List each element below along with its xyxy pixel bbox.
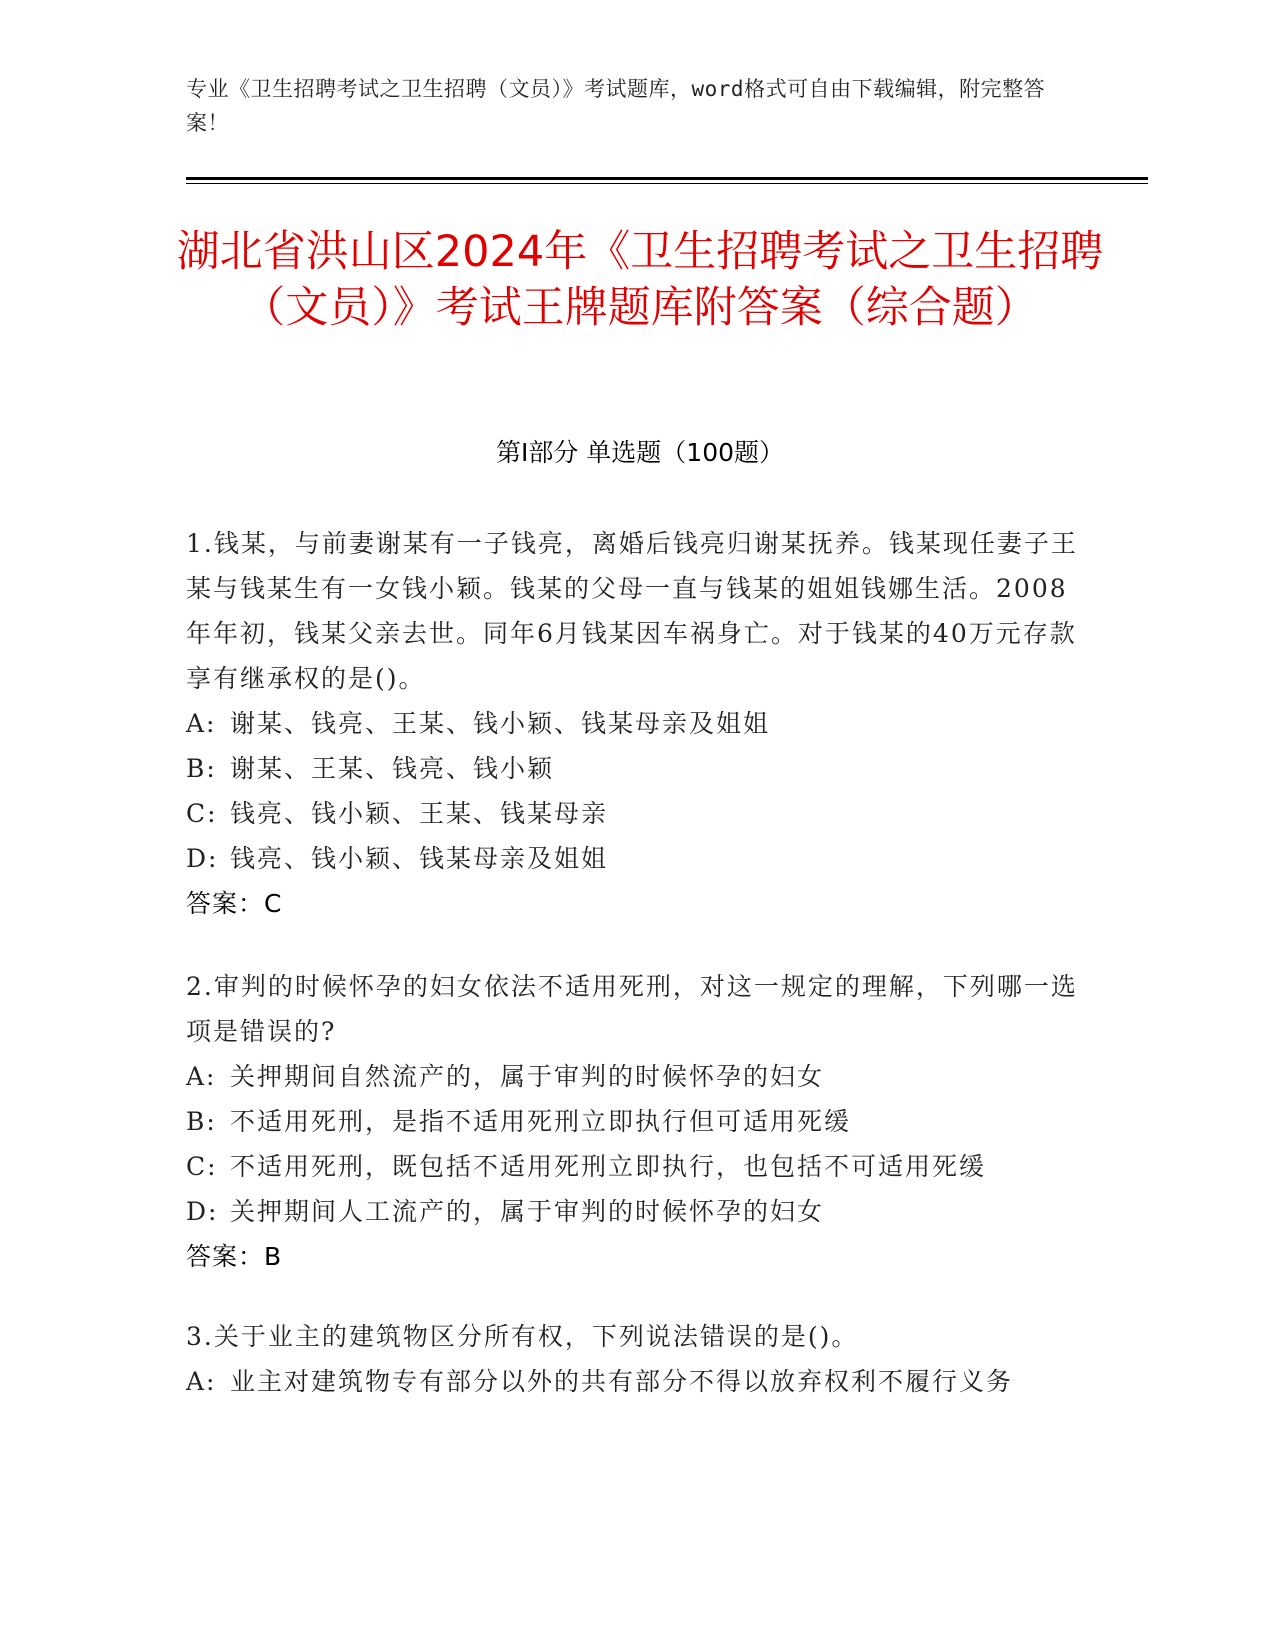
- option-key: C:: [186, 799, 218, 828]
- question-stem: 3.关于业主的建筑物区分所有权，下列说法错误的是()。: [186, 1322, 859, 1351]
- option-a: [186, 1054, 1086, 1099]
- option-text: 不适用死刑，是指不适用死刑立即执行但可适用死缓: [230, 1107, 852, 1136]
- question-stem: 2.审判的时候怀孕的妇女依法不适用死刑，对这一规定的理解，下列哪一选项是错误的?: [186, 972, 1078, 1046]
- option-key: D:: [186, 1197, 219, 1226]
- option-key: A:: [186, 1062, 217, 1091]
- option-text: 业主对建筑物专有部分以外的共有部分不得以放弃权利不履行义务: [230, 1367, 1014, 1396]
- option-c: [186, 1144, 1086, 1189]
- option-a: [186, 1359, 1086, 1404]
- option-d: [186, 1189, 1086, 1234]
- option-text: 关押期间人工流产的，属于审判的时候怀孕的妇女: [230, 1197, 825, 1226]
- option-key: B:: [186, 1107, 217, 1136]
- option-text: 钱亮、钱小颖、王某、钱某母亲: [230, 799, 609, 828]
- header-note: 专业《卫生招聘考试之卫生招聘（文员）》考试题库，word格式可自由下载编辑，附完整答案！: [186, 77, 1046, 135]
- option-key: C:: [186, 1152, 218, 1181]
- question-stem: 1.钱某，与前妻谢某有一子钱亮，离婚后钱亮归谢某抚养。钱某现任妻子王某与钱某生有一女钱小颖。钱某的父母一直与钱某的姐姐钱娜生活。2008年年初，钱某父亲去世。同年6月钱某因车祸身亡。对于钱某的40万元存款享有继承权的是()。: [186, 529, 1078, 693]
- option-a: [186, 701, 1086, 746]
- section-heading: 第I部分 单选题（100题）: [495, 438, 785, 467]
- option-d: [186, 836, 1086, 881]
- question-1: [186, 521, 1086, 926]
- option-b: [186, 1099, 1086, 1144]
- header-rule-thick: [186, 177, 1148, 180]
- answer: 答案：B: [186, 1242, 283, 1271]
- document-title: 湖北省洪山区2024年《卫生招聘考试之卫生招聘（文员）》考试王牌题库附答案（综合题）: [176, 227, 1104, 333]
- option-text: 关押期间自然流产的，属于审判的时候怀孕的妇女: [230, 1062, 825, 1091]
- header-rule-thin: [186, 183, 1148, 184]
- question-3: [186, 1314, 1086, 1404]
- option-text: 钱亮、钱小颖、钱某母亲及姐姐: [230, 844, 609, 873]
- option-text: 谢某、钱亮、王某、钱小颖、钱某母亲及姐姐: [230, 709, 771, 738]
- option-key: B:: [186, 754, 217, 783]
- option-key: A:: [186, 1367, 217, 1396]
- option-c: [186, 791, 1086, 836]
- option-b: [186, 746, 1086, 791]
- option-text: 谢某、王某、钱亮、钱小颖: [230, 754, 555, 783]
- option-key: D:: [186, 844, 219, 873]
- option-text: 不适用死刑，既包括不适用死刑立即执行，也包括不可适用死缓: [230, 1152, 987, 1181]
- answer: 答案：C: [186, 889, 283, 918]
- option-key: A:: [186, 709, 217, 738]
- question-2: [186, 964, 1086, 1279]
